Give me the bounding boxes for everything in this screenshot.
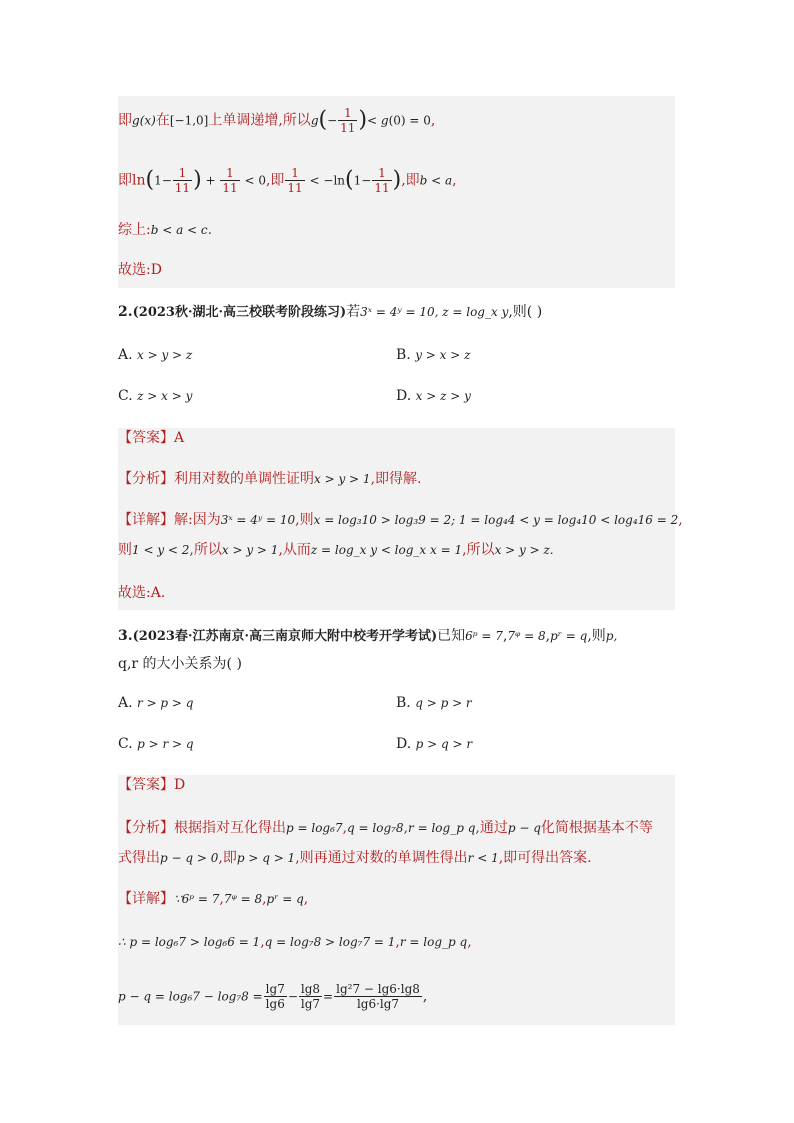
q2-analysis: 【分析】利用对数的单调性证明x > y > 1,即得解. <box>118 471 422 487</box>
q2-detail-1: 【详解】解:因为3ˣ = 4ʸ = 10,则x = log₃10 > log₃9 = 2; 1 = log₄4 < y = log₄10 < log₄16 = 2, <box>118 512 683 528</box>
q3-stem-line2: q,r 的大小关系为( ) <box>118 656 242 672</box>
q2-option-d: D. x > z > y <box>396 388 471 404</box>
q3-analysis-2: 式得出p − q > 0,即p > q > 1,则再通过对数的单调性得出r < 1,即可得出答案. <box>118 850 592 866</box>
q2-answer: 【答案】A <box>118 430 185 446</box>
q3-option-a: A. r > p > q <box>118 695 194 711</box>
q3-detail-3: p − q = log₆7 − log₇8 = $\frac{\lg 7}{\lg 6}$ − $\frac{\lg 8}{\lg 7}$ = $\frac{\text{lg²7 − lg6·lg8}}{\lg 6\cdot\lg 7}$ , <box>118 982 428 1011</box>
block1-line2: 即ln(1− $\frac{1}{11}$ ) + $\frac{1}{11}$ < 0,即 $\frac{1}{11}$ < −ln(1− $\frac{1}{11}$ ),即b < a, <box>118 166 457 195</box>
block1-choice: 故选:D <box>118 262 162 278</box>
q3-detail-1: 【详解】∵6ᵖ = 7,7ᵠ = 8,pʳ = q, <box>118 891 309 907</box>
q3-option-d: D. p > q > r <box>396 736 473 752</box>
block1-line1: 即g(x)在[−1,0]上单调递增,所以g(− $\frac{1}{11}$ )< g(0) = 0, <box>118 106 436 135</box>
q2-option-b: B. y > x > z <box>396 347 471 363</box>
q2-option-c: C. z > x > y <box>118 388 193 404</box>
q2-stem: 2.(2023秋·湖北·高三校联考阶段练习)若3ˣ = 4ʸ = 10, z = log_x y,则( ) <box>118 304 543 320</box>
q3-detail-2: ∴ p = log₆7 > log₆6 = 1,q = log₇8 > log₇7 = 1,r = log_p q, <box>118 934 472 950</box>
block1-summary: 综上:b < a < c. <box>118 222 213 238</box>
q2-option-a: A. x > y > z <box>118 347 193 363</box>
q2-detail-2: 则1 < y < 2,所以x > y > 1,从而z = log_x y < log_x x = 1,所以x > y > z. <box>118 542 554 558</box>
q3-option-b: B. q > p > r <box>396 695 472 711</box>
q3-answer: 【答案】D <box>118 777 186 793</box>
q3-analysis-1: 【分析】根据指对互化得出p = log₆7,q = log₇8,r = log_p q,通过p − q化简根据基本不等 <box>118 820 653 836</box>
fraction-1-11: $\frac{1}{11}$ <box>340 106 356 135</box>
q2-choice: 故选:A. <box>118 585 166 601</box>
q3-stem-line1: 3.(2023春·江苏南京·高三南京师大附中校考开学考试)已知6ᵖ = 7,7ᵠ = 8,pʳ = q,则p, <box>118 628 618 644</box>
q3-option-c: C. p > r > q <box>118 736 194 752</box>
